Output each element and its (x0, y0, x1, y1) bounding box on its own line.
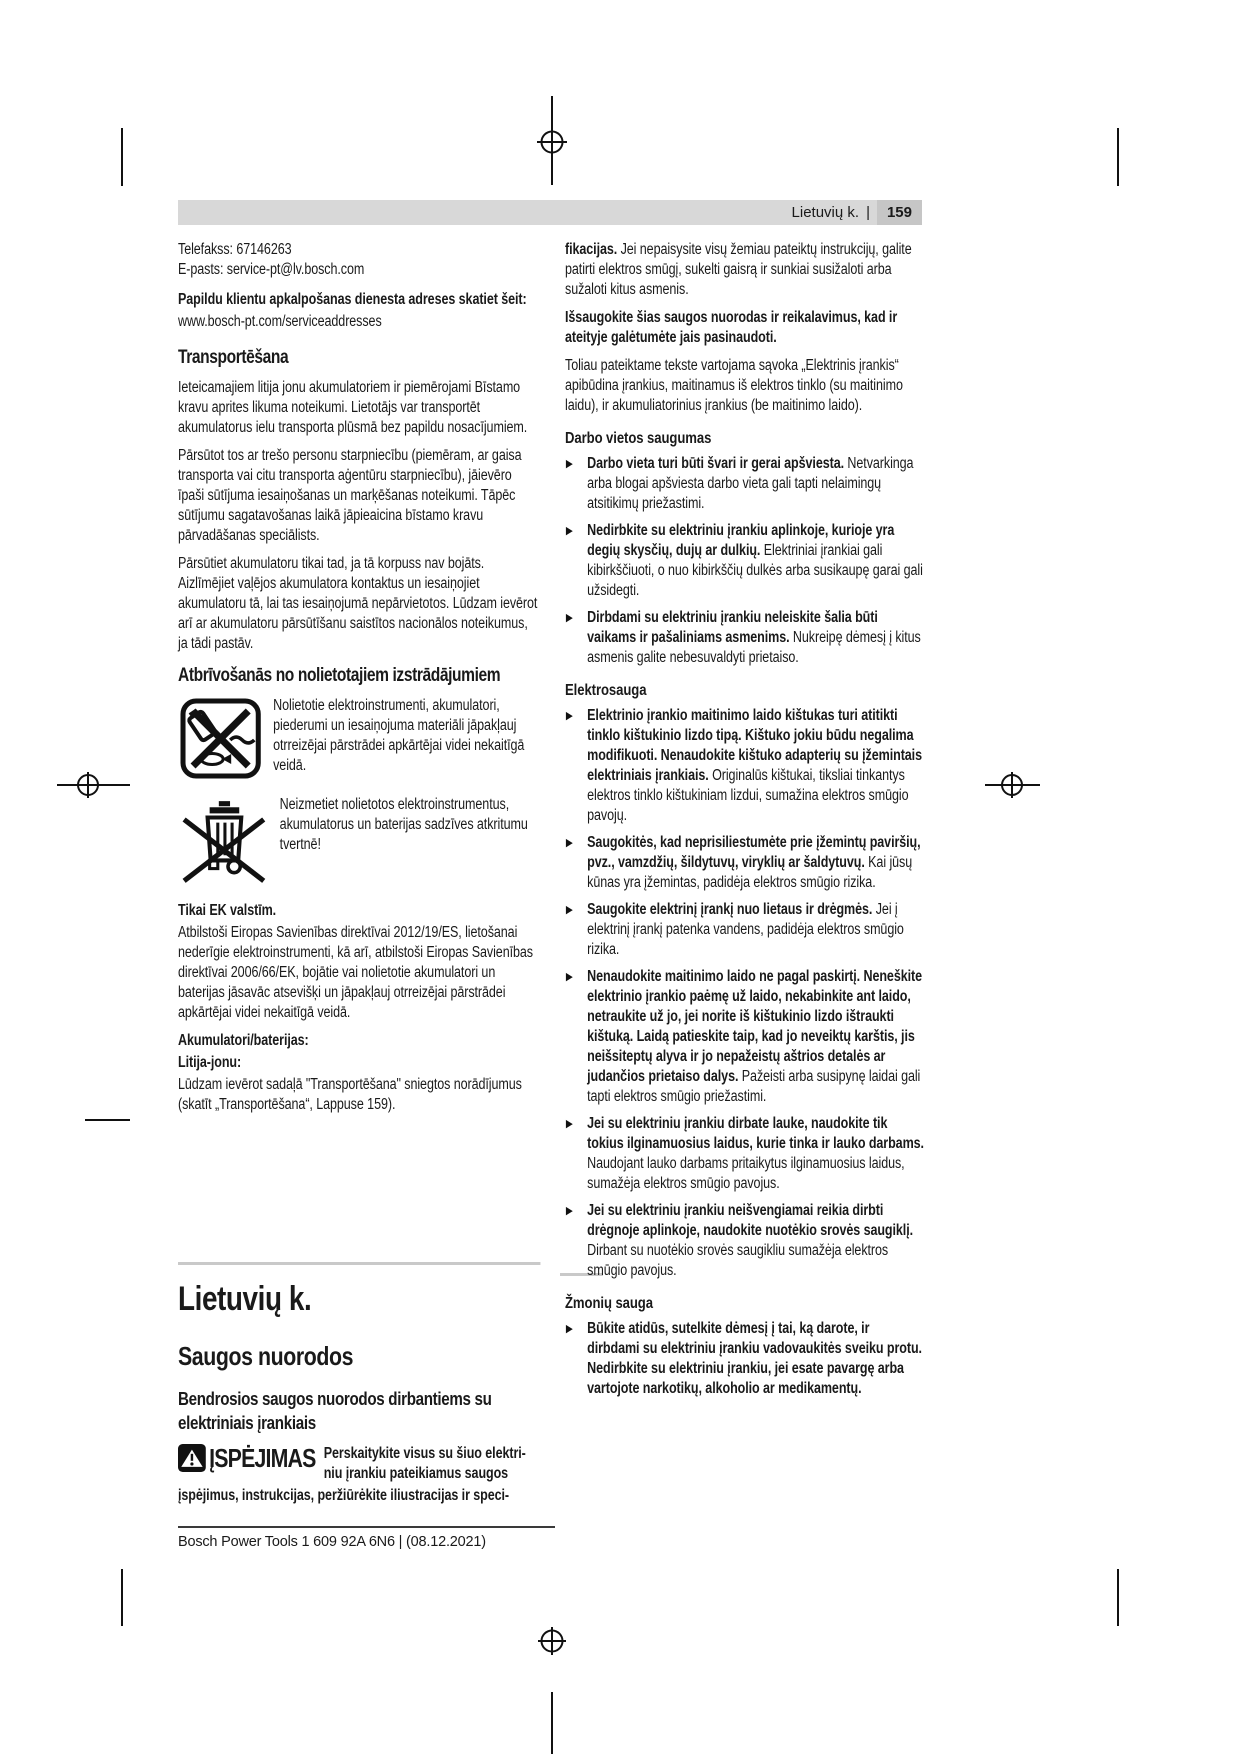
bullet-tail: Netvarkinga arba blogai apšviesta darbo vieta gali tapti nelaimingų atsitikimų priežastimi. (587, 455, 914, 512)
bullet-lead: Nenaudokite maitinimo laido ne pagal paskirtį. Neneškite elektrinio įrankio paėmę už laido, nekabinkite ant laido, netraukite už jo, jei norite iš kištukinio lizdo ištraukti kištuką. Laidą patieskite taip, kad jo neveiktų karštis, jis neišsiteptų alyva ir jo nepažeistų aštrios detalės ar judančios prietaiso dalys. (587, 968, 923, 1085)
warning-block (178, 1443, 540, 1484)
safety-bullet (565, 706, 924, 826)
warning-intro-lines (324, 1443, 526, 1484)
transport-section-title: Transportēšana (178, 347, 289, 368)
bullet-triangle-icon: ▶ (565, 458, 573, 470)
footer-rule (178, 1526, 555, 1528)
registration-mark-right-middle-icon (999, 772, 1025, 798)
crop-mark-bottom-left (121, 1569, 123, 1626)
fold-mark-left (85, 1119, 130, 1121)
safety-notes-title: Saugos nuorodos (178, 1341, 354, 1371)
bullet-lead: Saugokitės, kad neprisiliestumėte prie įžemintų paviršių, pvz., vamzdžių, šildytuvų, viryklių ar šaldytuvų. (587, 834, 921, 871)
bullet-tail: Nukreipę dėmesį į kitus asmenis galite nebesuvaldyti prietaiso. (587, 629, 921, 666)
bullet-tail: Originalūs kištukai, tiksliai tinkantys elektros tinklo kištukiniam lizdui, sumažina elektros smūgio pavojų. (587, 767, 909, 824)
warning-word: ĮSPĖJIMAS (209, 1443, 316, 1473)
electrical-safety-bullet-list (565, 706, 924, 1281)
page-footer (178, 1526, 922, 1550)
general-safety-subtitle: Bendrosios saugos nuorodos dirbantiems su elektriniais įrankiais (178, 1388, 492, 1433)
disposal-item-2-text: Neizmetiet nolietotos elektroinstrumentus, akumulatorus un baterijas sadzīves atkritumu tvertnē! (279, 796, 528, 853)
eu-only-text: Atbilstoši Eiropas Savienības direktīvai 2012/19/ES, lietošanai nederīgie elektroinstrumenti, kā arī, atbilstoši Eiropas Savienības direktīvai 2006/66/EK, bojātie vai nolietotie akumulatori un baterijas jāsavāc atsevišķi un jāpakļauj otrreizējai pārstrādei apkārtējai videi nekaitīgā veidā. (178, 924, 533, 1021)
bullet-tail: Pažeisti arba susipynę laidai gali tapti elektros smūgio priežastimi. (587, 1068, 921, 1105)
bullet-tail: Kai jūsų kūnas yra įžemintas, padidėja elektros smūgio rizika. (587, 854, 913, 891)
term-definition-paragraph: Toliau pateiktame tekste vartojama sąvoka „Elektrinis įrankis“ apibūdina įrankius, maitinamus iš elektros tinklo (su maitinimo laidu), ir akumuliatorinius įrankius (be maitinimo laido). (565, 357, 903, 414)
lithuanian-section (178, 1262, 540, 1506)
bullet-triangle-icon: ▶ (565, 1118, 573, 1130)
warning-label-group (178, 1443, 316, 1473)
safety-bullet (565, 454, 924, 514)
bullet-lead: Elektrinio įrankio maitinimo laido kištukas turi atitikti tinklo kištukinio lizdo tipą. Kištuko jokiu būdu negalima modifikuoti. Nenaudokite kištuko adapterių su įžemintais elektriniais įrankiais. (587, 707, 922, 784)
registration-mark-bottom-center-icon (538, 1627, 566, 1655)
header-separator: | (866, 204, 870, 221)
crop-mark-bottom-center-line (551, 1692, 553, 1754)
bullet-triangle-icon: ▶ (565, 971, 573, 983)
safety-bullet (565, 1114, 924, 1194)
service-addresses-url: www.bosch-pt.com/serviceaddresses (178, 313, 382, 330)
bullet-triangle-icon: ▶ (565, 904, 573, 916)
safety-bullet (565, 1319, 924, 1399)
transport-paragraph-3: Pārsūtiet akumulatoru tikai tad, ja tā korpuss nav bojāts. Aizlīmējiet vaļējos akumulatora kontaktus un iesaiņojiet akumulatoru tā, lai tas iesaiņojumā nepārvietotos. Lūdzam ievērot arī ar akumulatoru pārsūtīšanu saistītos nacionālos noteikumus, ja tādi pastāv. (178, 555, 538, 652)
header-page-number: 159 (877, 200, 922, 225)
disposal-item-1 (178, 696, 540, 787)
bullet-tail: Jei į elektrinį įrankį patenka vandens, padidėja elektros smūgio rizika. (587, 901, 904, 958)
safety-bullet (565, 967, 924, 1107)
bullet-lead: Būkite atidūs, sutelkite dėmesį į tai, ką darote, ir dirbdami su elektriniu įrankiu vadovaukitės sveiku protu. Nedirbkite su elektriniu įrankiu, jei esate pavargę arba vartojote narkotikų, alkoholio ar medikamentų. (587, 1320, 922, 1397)
safety-bullet (565, 521, 924, 601)
keep-instructions-note: Išsaugokite šias saugos nuorodas ir reikalavimus, kad ir ateityje galėtumėte jais pasinaudoti. (565, 309, 898, 346)
disposal-section-title: Atbrīvošanās no nolietotajiem izstrādājumiem (178, 665, 501, 686)
bullet-triangle-icon: ▶ (565, 710, 573, 722)
disposal-item-1-text: Nolietotie elektroinstrumenti, akumulatori, piederumi un iesaiņojuma materiāli jāpakļauj otrreizējai pārstrādei apkārtējai videi nekaitīgā veidā. (273, 697, 525, 774)
eu-only-title: Tikai EK valstīm. (178, 902, 277, 919)
safety-bullet (565, 900, 924, 960)
language-main-title: Lietuvių k. (178, 1280, 312, 1318)
section-title-personal-safety: Žmonių sauga (565, 1295, 653, 1312)
warning-intro-line-2: niu įrankiu pateikiamus saugos (323, 1465, 509, 1482)
crop-mark-top-left (121, 128, 123, 186)
contact-email: E-pasts: service-pt@lv.bosch.com (178, 261, 365, 278)
section-title-electrical-safety: Elektrosauga (565, 682, 647, 699)
registration-mark-left-middle-icon (75, 772, 101, 798)
warning-intro-line-1: Perskaitykite visus su šiuo elektri- (323, 1445, 526, 1462)
transport-paragraph-2: Pārsūtot tos ar trešo personu starpniecību (piemēram, ar gaisa transporta vai citu transporta aģentūru starpniecību), jāievēro īpaši sūtījuma iesaiņošanas un marķēšanas noteikumi. Tāpēc sūtījumu sagatavošanas laikā jāpieaicina bīstamo kravu pārvadāšanas speciālists. (178, 447, 522, 544)
warning-continuation-bold: fikacijas. (565, 241, 618, 258)
left-column (178, 240, 540, 1123)
lithium-text: Lūdzam ievērot sadaļā "Transportēšana" sniegtos norādījumus (skatīt „Transportēšana“, Lappuse 159). (178, 1076, 522, 1113)
bullet-triangle-icon: ▶ (565, 837, 573, 849)
safety-bullet (565, 1201, 924, 1281)
lithium-title: Litija-jonu: (178, 1054, 242, 1071)
bullet-lead: Saugokite elektrinį įrankį nuo lietaus ir drėgmės. (587, 901, 873, 918)
warning-triangle-icon (178, 1444, 206, 1472)
crop-mark-top-right (1117, 128, 1119, 186)
warning-continuation-text: Jei nepaisysite visų žemiau pateiktų instrukcijų, galite patirti elektros smūgį, sukelti gaisrą ir sunkiai susižaloti arba sužaloti kitus asmenis. (565, 241, 912, 298)
bullet-triangle-icon: ▶ (565, 1323, 573, 1335)
bullet-tail: Naudojant lauko darbams pritaikytus ilginamuosius laidus, sumažėja elektros smūgio pavojus. (587, 1155, 905, 1192)
bullet-triangle-icon: ▶ (565, 612, 573, 624)
service-contact-block (178, 240, 540, 280)
safety-bullet (565, 833, 924, 893)
safety-bullet (565, 608, 924, 668)
more-addresses-note: Papildu klientu apkalpošanas dienesta adreses skatiet šeit: (178, 291, 527, 308)
header-language-label: Lietuvių k. (791, 204, 860, 221)
bullet-lead: Jei su elektriniu įrankiu neišvengiamai reikia dirbti drėgnoje aplinkoje, naudokite nuotėkio srovės saugiklį. (587, 1202, 914, 1239)
section-title-workplace-safety: Darbo vietos saugumas (565, 430, 712, 447)
transport-paragraph-1: Ieteicamajiem litija jonu akumulatoriem ir piemērojami Bīstamo kravu aprites likuma noteikumi. Lietotājs var transportēt akumulatorus ielu transporta plūsmā bez papildu nosacījumiem. (178, 379, 528, 436)
page-header-bar (178, 200, 922, 225)
personal-safety-bullet-list (565, 1319, 924, 1399)
warning-intro-line-3: įspėjimus, instrukcijas, peržiūrėkite iliustracijas ir speci- (178, 1487, 510, 1504)
warning-continuation-paragraph (565, 240, 924, 300)
bullet-lead: Darbo vieta turi būti švari ir gerai apšviesta. (587, 455, 845, 472)
disposal-item-2 (178, 795, 540, 893)
footer-imprint: Bosch Power Tools 1 609 92A 6N6 | (08.12.2021) (178, 1534, 486, 1550)
bullet-tail: Elektriniai įrankiai gali kibirkščiuoti, o nuo kibirkščių dulkės arba susikaupę garai gali užsidegti. (587, 542, 923, 599)
contact-fax: Telefakss: 67146263 (178, 241, 292, 258)
weee-crossed-wheelie-bin-icon (178, 795, 270, 893)
bullet-lead: Dirbdami su elektriniu įrankiu neleiskite šalia būti vaikams ir pašaliniams asmenims. (587, 609, 878, 646)
weee-crossed-appliances-icon (178, 696, 263, 787)
registration-mark-top-center-icon (537, 127, 567, 157)
bullet-triangle-icon: ▶ (565, 1205, 573, 1217)
bullet-lead: Nedirbkite su elektriniu įrankiu aplinkoje, kurioje yra degių skysčių, dujų ar dulkių. (587, 522, 895, 559)
bullet-lead: Jei su elektriniu įrankiu dirbate lauke, naudokite tik tokius ilginamuosius laidus, kurie tinka ir lauko darbams. (587, 1115, 924, 1152)
crop-mark-bottom-right (1117, 1569, 1119, 1626)
bullet-triangle-icon: ▶ (565, 525, 573, 537)
right-column (565, 240, 924, 1406)
batteries-title: Akumulatori/baterijas: (178, 1032, 309, 1049)
language-section-rule (178, 1262, 540, 1265)
bullet-tail: Dirbant su nuotėkio srovės saugikliu sumažėja elektros smūgio pavojus. (587, 1242, 889, 1279)
workplace-safety-bullet-list (565, 454, 924, 668)
